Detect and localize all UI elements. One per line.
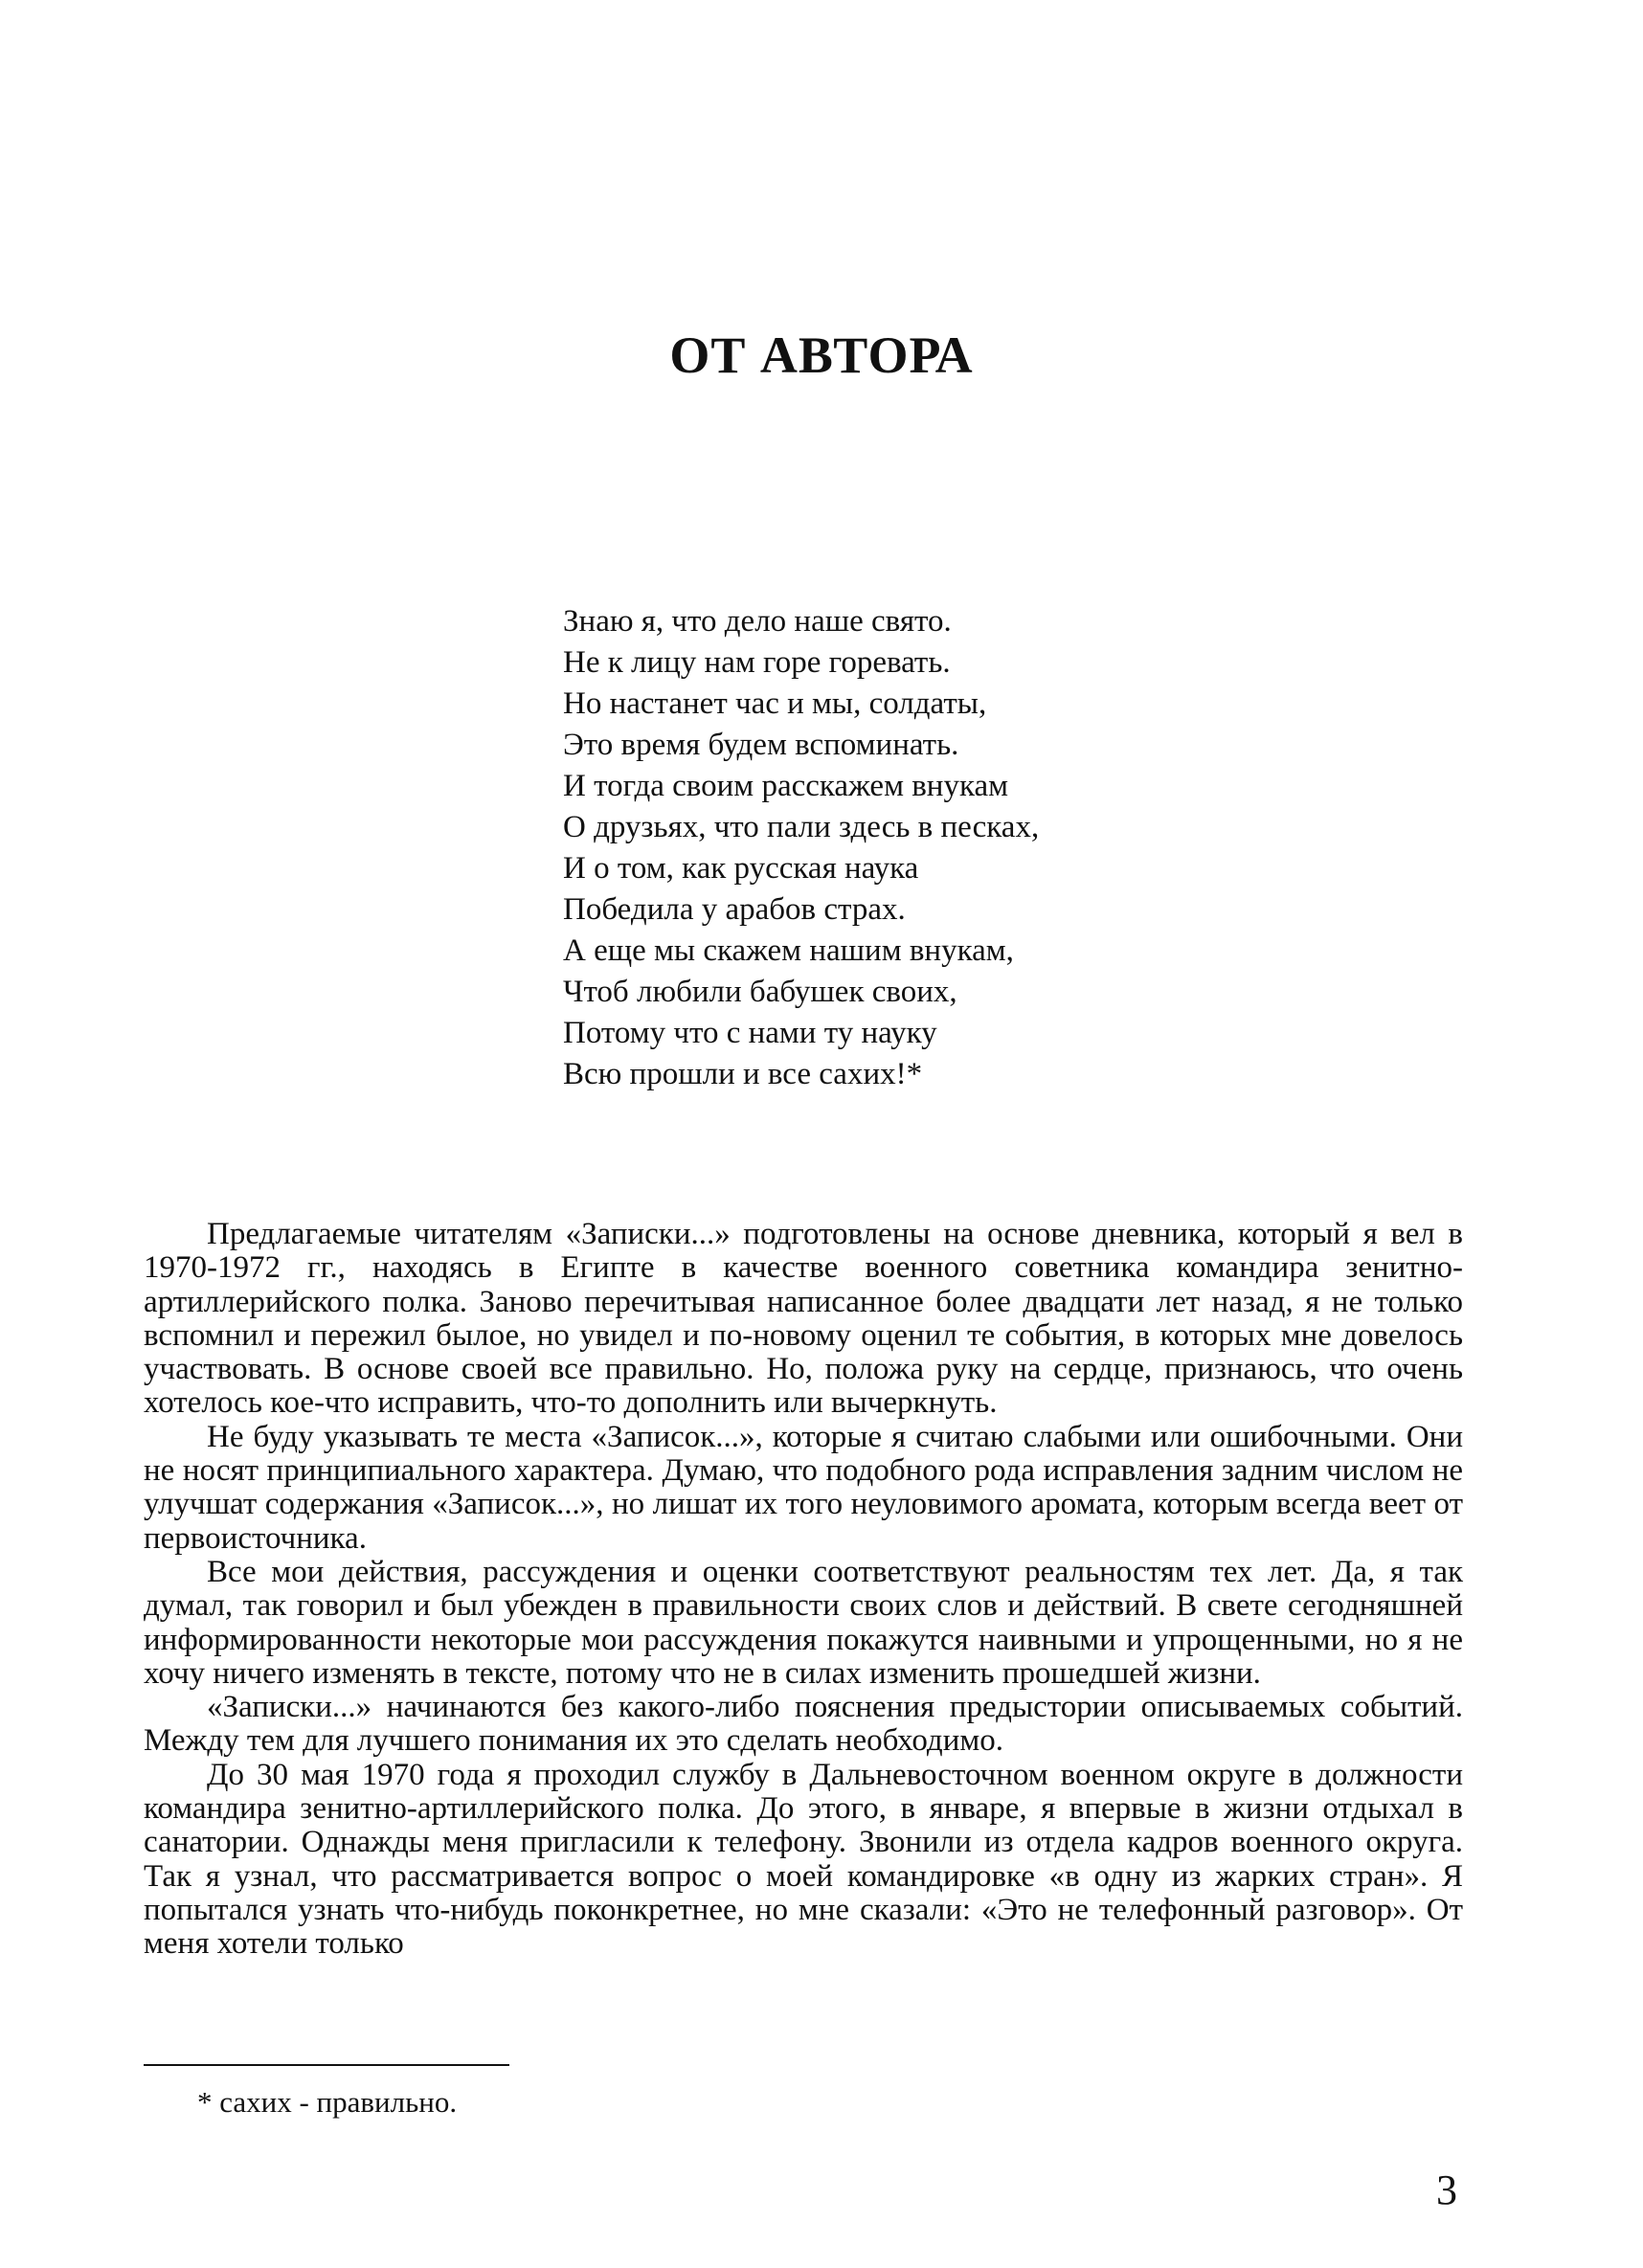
poem-line: Чтоб любили бабушек своих, xyxy=(563,975,957,1009)
poem-line: И тогда своим расскажем внукам xyxy=(563,769,1009,803)
poem-line: И о том, как русская наука xyxy=(563,851,919,886)
poem-line: А еще мы скажем нашим внукам, xyxy=(563,933,1014,968)
footnote: * сахих - правильно. xyxy=(197,2085,458,2119)
paragraph: Не буду указывать те места «Записок...», которые я считаю слабыми или ошибочными. Они не носят принципиального характера. Думаю, что подобного рода исправления задним числом не улучшат содержания «Записок...», но лишат их того неуловимого аромата, которым всегда веет от первоисточника. xyxy=(144,1419,1463,1556)
page-number: 3 xyxy=(1436,2167,1457,2213)
poem-line: Победила у арабов страх. xyxy=(563,892,906,927)
epigraph-poem xyxy=(563,601,1291,1095)
poem-line: Потому что с нами ту науку xyxy=(563,1016,937,1050)
body-text xyxy=(144,1218,1463,1962)
poem-line: О друзьях, что пали здесь в песках, xyxy=(563,810,1040,844)
paragraph: Все мои действия, рассуждения и оценки соответствуют реальностям тех лет. Да, я так думал, так говорил и был убежден в правильности своих слов и действий. В свете сегодняшней информированности некоторые мои рассуждения покажутся наивными и упрощенными, но я не хочу ничего изменять в тексте, потому что не в силах изменить прошедшей жизни. xyxy=(144,1554,1463,1691)
paragraph: До 30 мая 1970 года я проходил службу в Дальневосточном военном округе в должности командира зенитно-артиллерийского полка. До этого, в январе, я впервые в жизни отдыхал в санатории. Однажды меня пригласили к телефону. Звонили из отдела кадров военного округа. Так я узнал, что рассматривается вопрос о моей командировке «в одну из жарких стран». Я попытался узнать что-нибудь поконкретнее, но мне сказали: «Это не телефонный разговор». От меня хотели только xyxy=(144,1757,1463,1962)
poem-line: Не к лицу нам горе горевать. xyxy=(563,645,951,680)
footnote-divider xyxy=(144,2064,509,2066)
poem-line: Это время будем вспоминать. xyxy=(563,728,959,762)
poem-line: Всю прошли и все сахих!* xyxy=(563,1057,923,1091)
paragraph: Предлагаемые читателям «Записки...» подготовлены на основе дневника, который я вел в 1970-1972 гг., находясь в Египте в качестве военного советника командира зенитно-артиллерийского полка. Заново перечитывая написанное более двадцати лет назад, я не только вспомнил и пережил былое, но увидел и по-новому оценил те события, в которых мне довелось участвовать. В основе своей все правильно. Но, положа руку на сердце, признаюсь, что очень хотелось кое-что исправить, что-то дополнить или вычеркнуть. xyxy=(144,1217,1463,1421)
page-title: ОТ АВТОРА xyxy=(669,326,974,384)
poem-line: Но настанет час и мы, солдаты, xyxy=(563,686,987,721)
poem-line: Знаю я, что дело наше свято. xyxy=(563,604,952,639)
paragraph: «Записки...» начинаются без какого-либо пояснения предыстории описываемых событий. Между тем для лучшего понимания их это сделать необходимо. xyxy=(144,1690,1463,1759)
